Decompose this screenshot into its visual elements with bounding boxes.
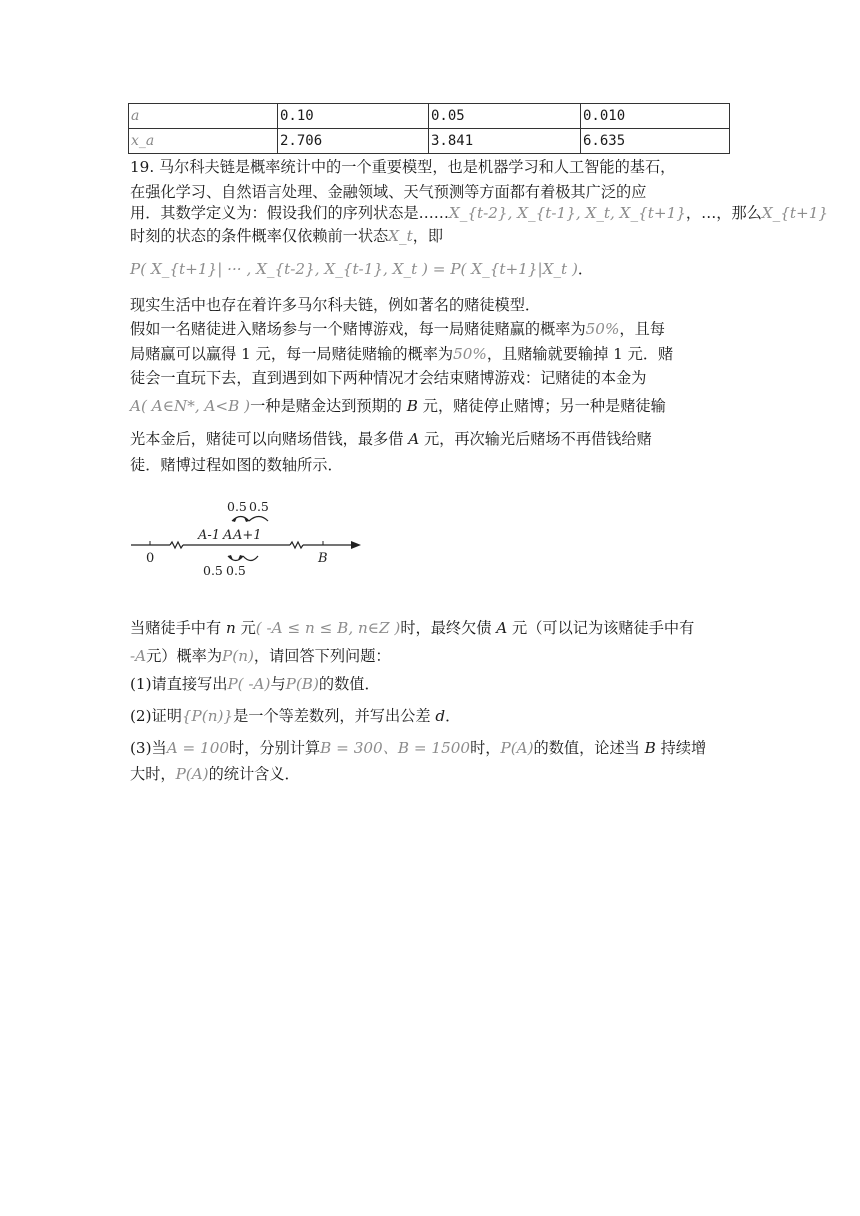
tick-label-a-plus-1: A+1 [233, 528, 262, 543]
text-line [130, 226, 443, 246]
text-line [130, 764, 300, 784]
text-line [130, 368, 646, 388]
table-cell: a [129, 104, 278, 129]
text: 局赌赢可以赢得 1 元，每一局赌徒赌输的概率为 [130, 345, 454, 363]
tick-label-a-minus-1: A-1 [198, 528, 221, 543]
text: 是一个等差数列，并写出公差 [233, 707, 436, 725]
math-var: A [408, 430, 420, 448]
text: 持续增 [655, 739, 707, 757]
text: ，且赌输就要输掉 1 元．赌 [486, 345, 674, 363]
text: 19. 马尔科夫链是概率统计中的一个重要模型，也是机器学习和人工智能的基石， [130, 158, 676, 176]
text: ，…，那么 [685, 204, 762, 222]
text: ． [445, 707, 461, 725]
table-cell: x_a [129, 129, 278, 154]
text: 时，最终欠债 [400, 619, 497, 637]
text-line [130, 295, 540, 315]
math-var: P(A) [175, 765, 209, 783]
math-var: P(B) [285, 675, 319, 693]
prob-label-down-left: 0.5 [203, 563, 223, 578]
prob-label-up-left: 0.5 [227, 499, 247, 514]
text-line [130, 319, 665, 339]
text: (3)当 [130, 739, 167, 757]
text-line [130, 344, 673, 364]
math-var: P(A) [500, 739, 534, 757]
tick-label-b: B [318, 551, 328, 566]
question-3 [130, 738, 706, 758]
table-row [129, 129, 730, 154]
math-equation: P( X_{t+1}| ··· , X_{t-2}, X_{t-1}, X_t ) = P( X_{t+1}|X_t ) [130, 260, 578, 278]
math-var: d [435, 707, 446, 725]
text: 的数值，论述当 [533, 739, 645, 757]
table-cell: 2.706 [278, 129, 429, 154]
text: 徒会一直玩下去，直到遇到如下两种情况才会结束赌博游戏：记赌徒的本金为 [130, 369, 647, 387]
text-line [130, 618, 694, 638]
math-expr: A = 100 [166, 739, 230, 757]
tick-label-zero: 0 [146, 551, 155, 566]
text-line [130, 646, 391, 666]
text: 用．其数学定义为：假设我们的序列状态是…… [130, 204, 449, 222]
text: 光本金后，赌徒可以向赌场借钱，最多借 [130, 430, 409, 448]
text: 大时， [130, 765, 176, 783]
text: 一种是赌金达到预期的 [250, 397, 407, 415]
math-condition: A( A∈N*, A<B ) [130, 397, 251, 415]
critical-value-table [128, 103, 730, 154]
math-var: X_t [388, 227, 413, 245]
text: 徒．赌博过程如图的数轴所示． [130, 456, 343, 474]
text: ，且每 [619, 320, 665, 338]
math-var: B [406, 397, 418, 415]
math-sequence: X_{t-2}, X_{t-1}, X_t, X_{t+1} [448, 204, 686, 222]
text: 当赌徒手中有 [130, 619, 226, 637]
math-expr: B = 300、B = 1500 [320, 739, 471, 757]
math-var: A [496, 619, 508, 637]
text: 现实生活中也存在着许多马尔科夫链，例如著名的赌徒模型． [130, 296, 541, 314]
markov-equation [130, 259, 593, 279]
table-cell: 0.05 [429, 104, 581, 129]
text: 元，赌徒停止赌博；另一种是赌徒输 [417, 397, 666, 415]
text-line [130, 396, 666, 416]
text: ，请回答下列问题： [253, 647, 391, 665]
text-line [130, 429, 652, 449]
text: 与 [270, 675, 286, 693]
math-var: B [644, 739, 656, 757]
prob-label-down-right: 0.5 [226, 563, 246, 578]
text: 时刻的状态的条件概率仅依赖前一状态 [130, 227, 389, 245]
text: 时，分别计算 [229, 739, 321, 757]
math-var: P(n) [222, 647, 254, 665]
question-2 [130, 706, 460, 726]
math-percent: 50% [453, 345, 487, 363]
table-row [129, 104, 730, 129]
table-cell: 0.10 [278, 104, 429, 129]
table-cell: 3.841 [429, 129, 581, 154]
text: 元（可以记为该赌徒手中有 [507, 619, 695, 637]
text: 的数值． [318, 675, 380, 693]
question-1 [130, 674, 380, 694]
text: (2)证明 [130, 707, 182, 725]
math-percent: 50% [585, 320, 620, 338]
math-range: ( -A ≤ n ≤ B, n∈Z ) [255, 619, 401, 637]
text: 在强化学习、自然语言处理、金融领域、天气预测等方面都有着极其广泛的应 [130, 183, 647, 201]
table-cell: 6.635 [581, 129, 730, 154]
text: 元 [235, 619, 256, 637]
text: ，即 [412, 227, 444, 245]
text: 假如一名赌徒进入赌场参与一个赌博游戏，每一局赌徒赌赢的概率为 [130, 320, 586, 338]
text-line [130, 203, 828, 223]
text: ． [577, 260, 594, 278]
problem-19-intro [130, 157, 675, 177]
math-var: X_{t+1} [761, 204, 829, 222]
text-line [130, 455, 343, 475]
math-var: -A [130, 647, 147, 665]
math-sequence: {P(n)} [181, 707, 234, 725]
prob-label-up-right: 0.5 [249, 499, 269, 514]
number-line-figure [125, 490, 375, 585]
text: (1)请直接写出 [130, 675, 228, 693]
math-var: P( -A) [227, 675, 271, 693]
math-var: n [225, 619, 236, 637]
tick-label-a: A [223, 528, 233, 543]
text: 时， [470, 739, 501, 757]
text-line [130, 182, 646, 202]
table-cell: 0.010 [581, 104, 730, 129]
text: 元，再次输光后赌场不再借钱给赌 [419, 430, 652, 448]
text: 元）概率为 [146, 647, 223, 665]
text: 的统计含义． [208, 765, 300, 783]
